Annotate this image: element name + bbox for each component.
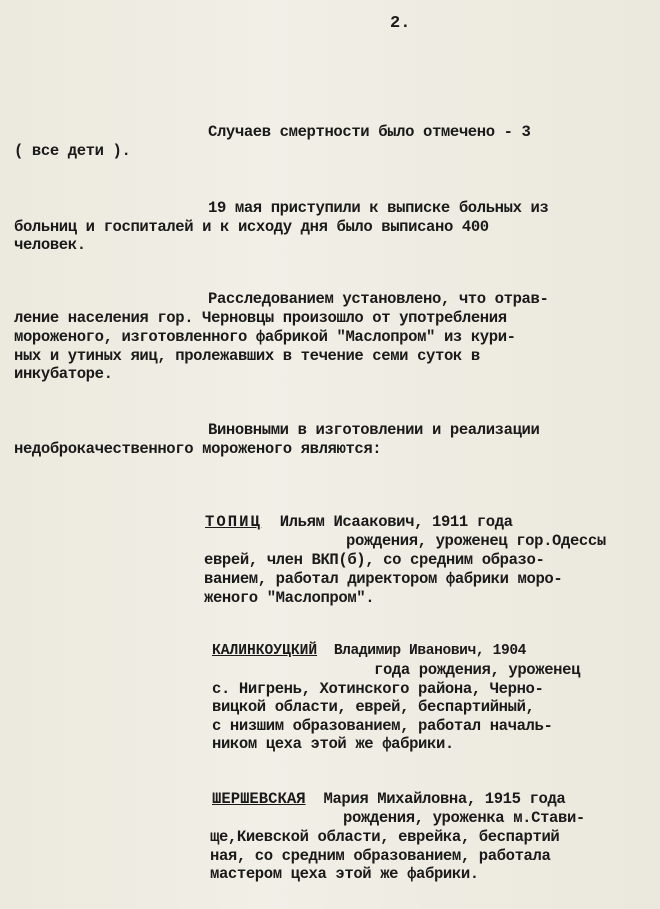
- text-line: недоброкачественного мороженого являются:: [14, 440, 382, 458]
- text-line: 19 мая приступили к выписке больных из: [208, 199, 549, 217]
- text-line: человек.: [14, 236, 86, 254]
- text-line: еврей, член ВКП(б), со средним образо-: [204, 551, 545, 569]
- person-surname: ШЕРШЕВСКАЯ: [212, 790, 306, 808]
- text-line: рождения, уроженка м.Стави-: [343, 809, 585, 827]
- text-line: Случаев смертности было отмечено - 3: [208, 123, 531, 141]
- text-line: рождения, уроженец гор.Одессы: [346, 532, 606, 550]
- text-line: ная, со средним образованием, работала: [210, 847, 551, 865]
- text-line: инкубаторе.: [14, 365, 113, 383]
- text-line: Расследованием установлено, что отрав-: [208, 290, 549, 308]
- text-line: ление населения гор. Черновцы произошло от употребления: [14, 309, 507, 327]
- text-line: с. Нигрень, Хотинского района, Черно-: [212, 680, 544, 698]
- text-line: вицкой области, еврей, беспартийный,: [212, 698, 535, 716]
- page-number: 2.: [390, 14, 411, 33]
- text-line: ще,Киевской области, еврейка, беспартий: [210, 828, 560, 846]
- text-line: Ильям Исаакович, 1911 года: [279, 513, 513, 531]
- text-line: ником цеха этой же фабрики.: [212, 735, 454, 753]
- text-line: мороженого, изготовленного фабрикой "Маслопром" из кури-: [14, 328, 516, 346]
- text-line: мастером цеха этой же фабрики.: [210, 865, 479, 883]
- person-surname: ТОПИЦ: [205, 513, 262, 531]
- text-line: женого "Маслопром".: [204, 589, 375, 607]
- person-entry: [205, 513, 513, 532]
- person-entry: [212, 790, 565, 809]
- text-line: с низшим образованием, работал началь-: [212, 717, 553, 735]
- person-surname: КАЛИНКОУЦКИЙ: [212, 643, 318, 659]
- text-line: ных и утиных яиц, пролежавших в течение семи суток в: [14, 347, 480, 365]
- text-line: больниц и госпиталей и к исходу дня было выписано 400: [14, 218, 489, 236]
- person-entry: [212, 642, 526, 661]
- text-line: Виновными в изготовлении и реализации: [208, 421, 540, 439]
- text-line: ванием, работал директором фабрики моро-: [204, 570, 563, 588]
- text-line: Мария Михайловна, 1915 года: [323, 790, 566, 808]
- text-line: ( все дети ).: [14, 142, 131, 160]
- text-line: Владимир Иванович, 1904: [333, 643, 527, 659]
- text-line: года рождения, уроженец: [374, 661, 581, 679]
